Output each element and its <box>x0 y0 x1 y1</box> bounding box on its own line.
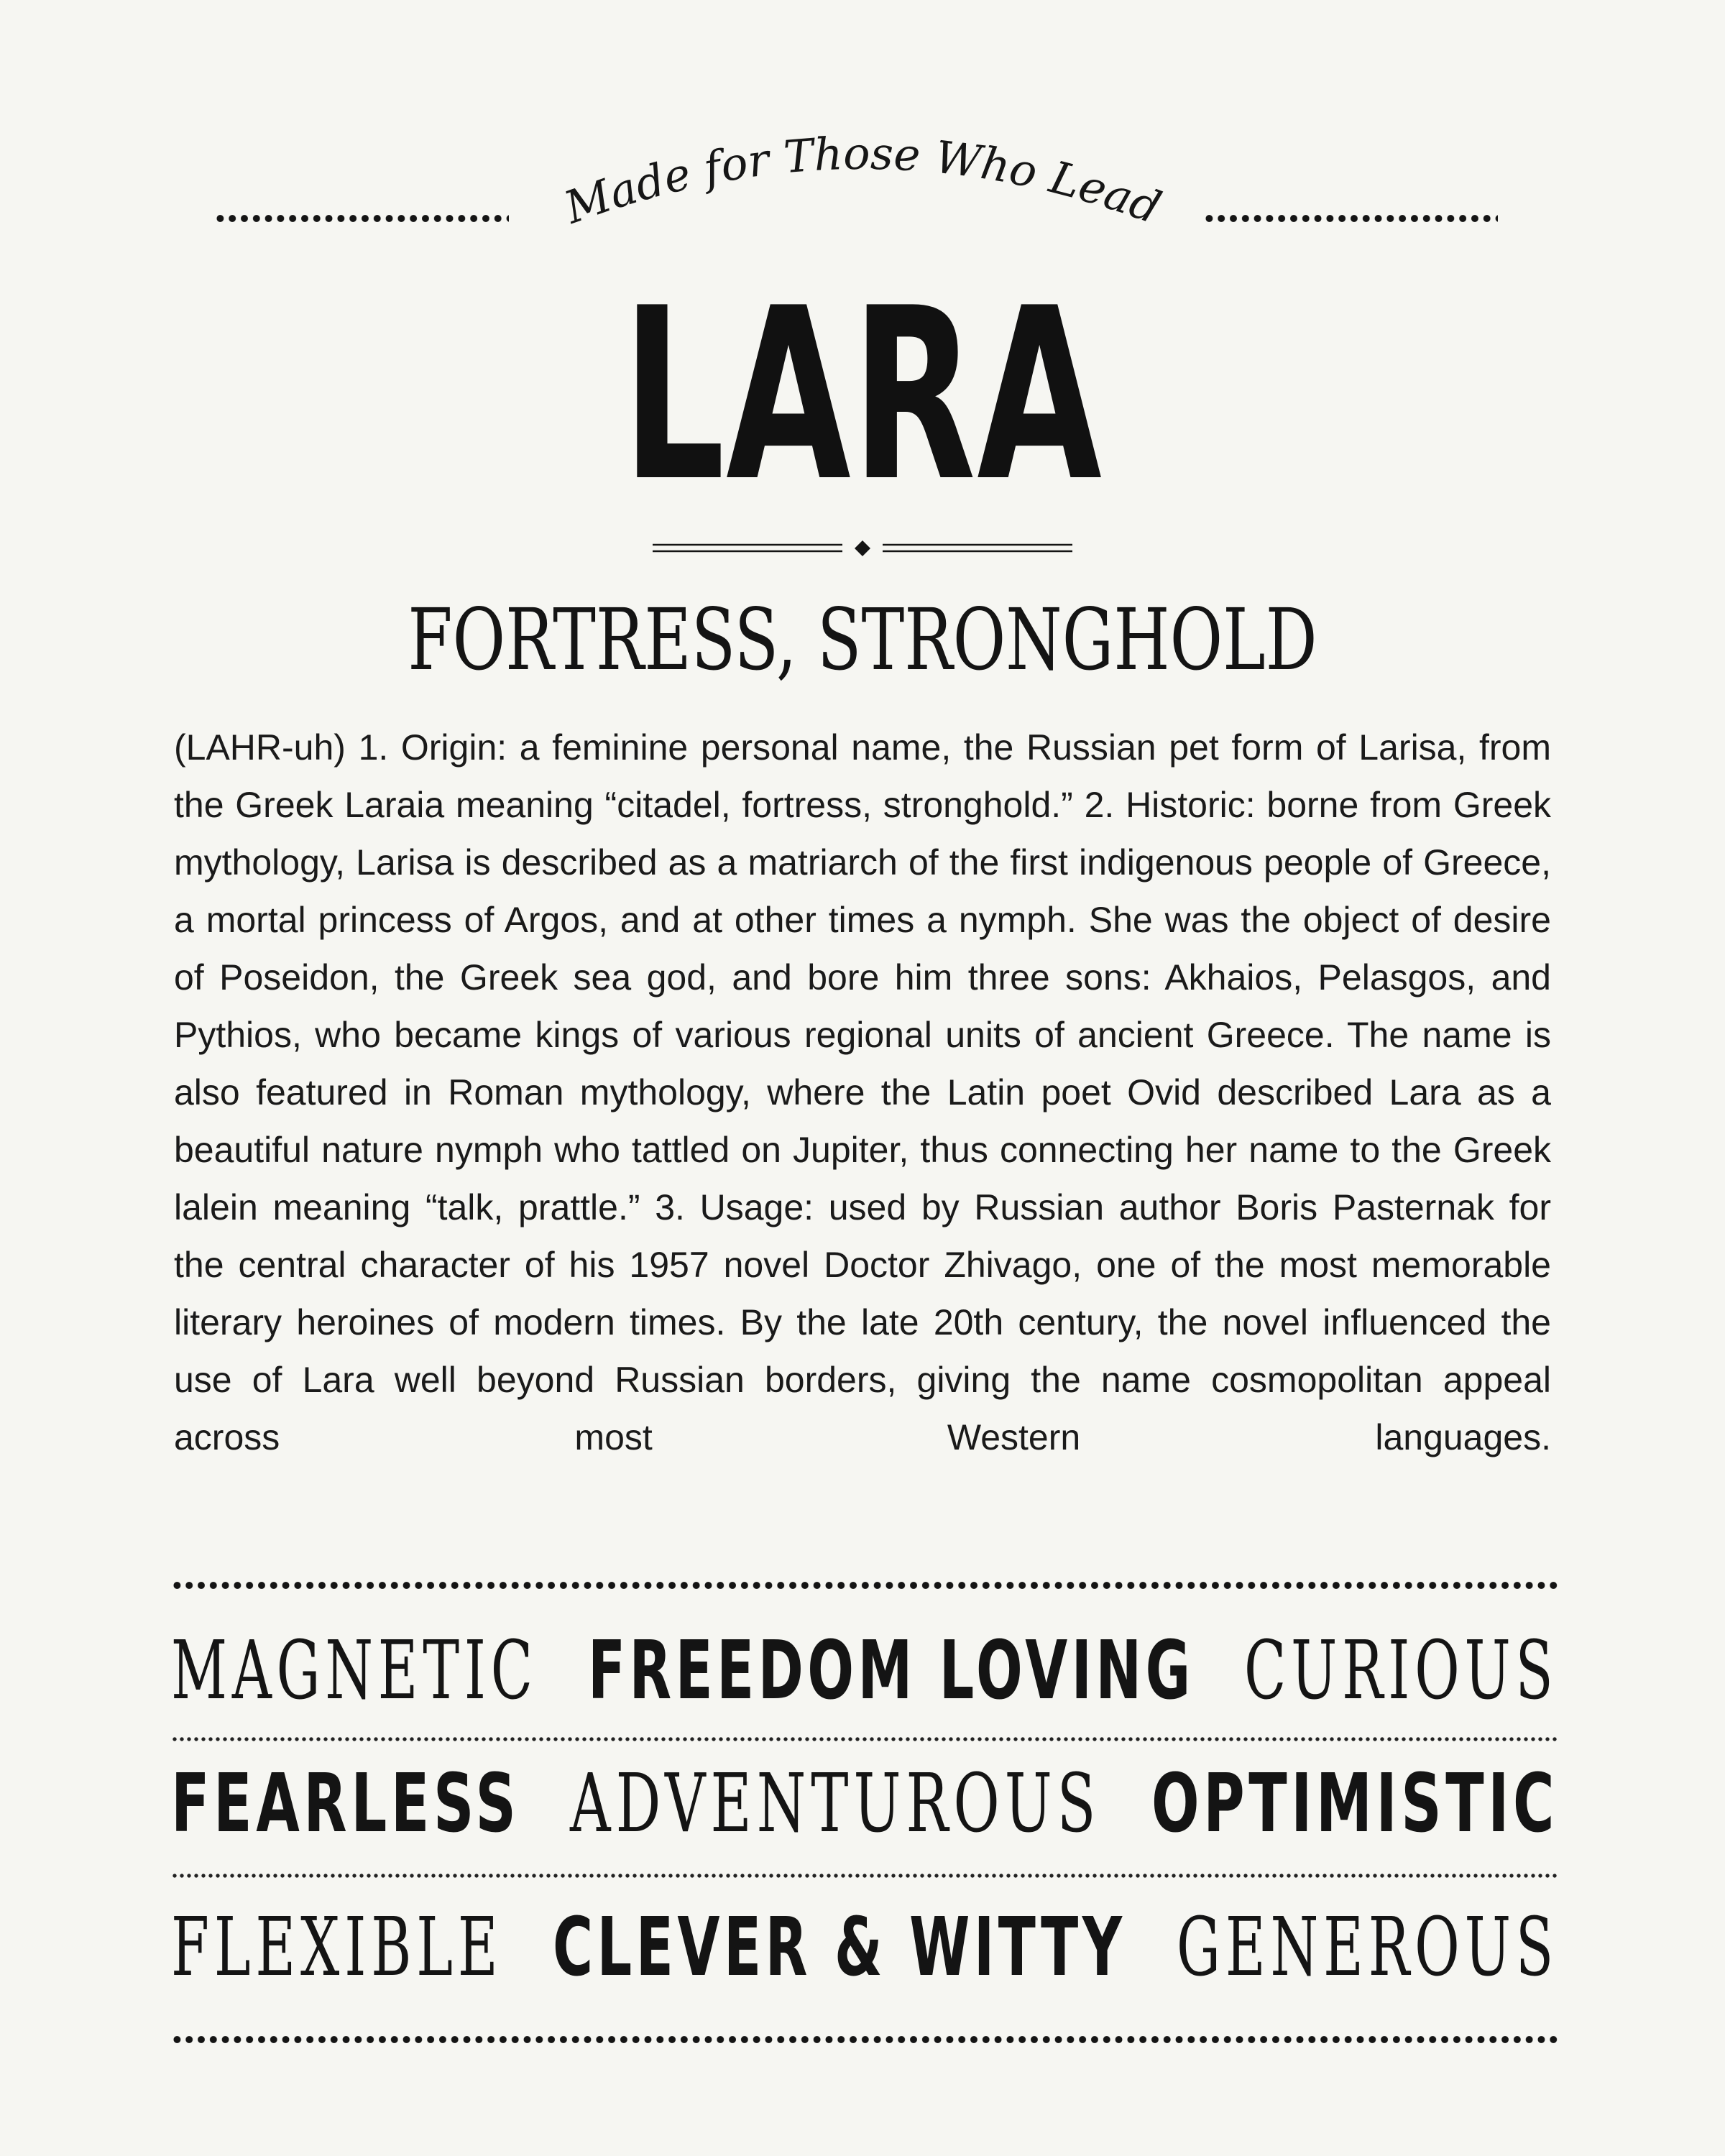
traits-bottom-dotted-rule <box>171 2035 1558 2044</box>
trait-word: ADVENTUROUS <box>570 1757 1101 1851</box>
traits-top-dotted-rule <box>171 1581 1558 1590</box>
trait-row-3 <box>171 1901 1559 1994</box>
description-paragraph: (LAHR-uh) 1. Origin: a feminine personal name, the Russian pet form of Larisa, from the Greek Laraia meaning “citadel, fortress, stronghold.” 2. Historic: borne from Greek mythology, Larisa is described as a matriarch of the first indigenous people of Greece, a mortal princess of Argos, and at other times a nymph. She was the object of desire of Poseidon, the Greek sea god, and bore him three sons: Akhaios, Pelasgos, and Pythios, who became kings of various regional units of ancient Greece. The name is also featured in Roman mythology, where the Latin poet Ovid described Lara as a beautiful nature nymph who tattled on Jupiter, thus connecting her name to the Greek lalein meaning “talk, prattle.” 3. Usage: used by Russian author Boris Pasternak for the central character of his 1957 novel Doctor Zhivago, one of the most memorable literary heroines of modern times. By the late 20th century, the novel influenced the use of Lara well beyond Russian borders, giving the name cosmopolitan appeal across most Western languages. <box>174 727 1551 1457</box>
name-title: LARA <box>622 257 1103 533</box>
tagline-text <box>557 127 1167 234</box>
diamond-icon <box>855 540 870 556</box>
header-dotted-rule-left <box>214 214 509 223</box>
header-dotted-rule-right <box>1203 214 1498 223</box>
trait-word: FLEXIBLE <box>171 1901 503 1994</box>
ornament-divider <box>647 538 1078 559</box>
trait-word: MAGNETIC <box>171 1624 538 1718</box>
tagline-arc <box>0 108 1725 252</box>
name-meaning: FORTRESS, STRONGHOLD <box>408 590 1317 689</box>
tagline: Made for Those Who Lead <box>558 126 1168 234</box>
trait-word: CURIOUS <box>1244 1624 1558 1718</box>
trait-word: GENEROUS <box>1176 1901 1559 1994</box>
trait-word: CLEVER & WITTY <box>553 1901 1126 1994</box>
trait-row-2 <box>171 1757 1558 1851</box>
traits-dotted-separator-1 <box>171 1737 1558 1741</box>
trait-word: FREEDOM LOVING <box>587 1624 1195 1718</box>
trait-row-1 <box>171 1624 1558 1718</box>
trait-word: FEARLESS <box>171 1757 520 1851</box>
trait-word: OPTIMISTIC <box>1151 1757 1558 1851</box>
tagline-block <box>0 108 1725 252</box>
traits-dotted-separator-2 <box>171 1874 1558 1878</box>
